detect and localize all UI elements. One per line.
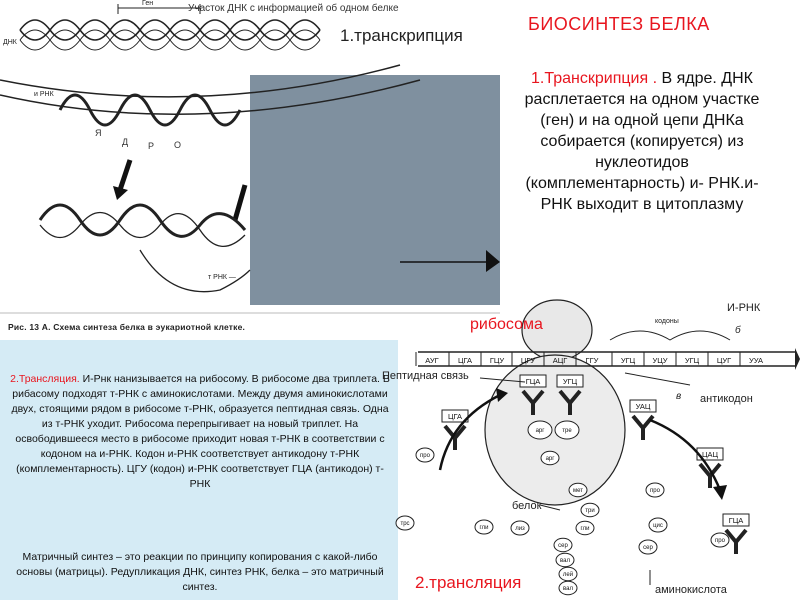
free-amino-acid-text: сер: [643, 545, 653, 551]
amino-acid-label: аминокислота: [655, 584, 727, 596]
peptide-bond-label: Пептидная связь: [382, 370, 469, 382]
free-amino-acid-text: гли: [479, 525, 489, 531]
amino-acid-text: лей: [562, 572, 574, 578]
amino-acid-text: гли: [580, 526, 590, 532]
irnk-label: И-РНК: [727, 302, 761, 314]
anticodon: ЦГА: [447, 412, 463, 421]
amino-acid-text: вал: [563, 586, 573, 592]
trna-body: [633, 416, 653, 440]
trna-label: т РНК —: [208, 274, 236, 281]
codon: ЦГУ: [520, 356, 536, 365]
protein-label: белок: [512, 500, 542, 512]
ribosome-label: рибосома: [470, 316, 543, 333]
transcription-body: В ядре. ДНК расплетается на одном участке (ген) и на одной цепи ДНКа собирается (копируется) из нуклеотидов (комплементарность) и- РНК.и-РНК выходит в цитоплазму: [524, 70, 760, 213]
nucleus-letter: Я: [95, 128, 102, 138]
gene-label: Ген: [142, 0, 154, 7]
letter-b-label: б: [735, 325, 741, 336]
nucleus-letter: Р: [148, 141, 155, 151]
gene-caption: Участок ДНК с информацией об одном белке: [188, 3, 399, 14]
anticodon: УГЦ: [562, 377, 578, 386]
codon: ГЦУ: [489, 356, 505, 365]
free-amino-acid-text: трс: [400, 521, 410, 527]
translation-label: 2.трансляция: [415, 573, 522, 592]
dna-label: ДНК: [3, 39, 17, 46]
irna-label: и РНК: [34, 91, 54, 98]
anticodon: ЦАЦ: [701, 450, 719, 459]
matrix-synthesis-note: Матричный синтез – это реакции по принципу копирования с какой-либо основы (матрицы). Редупликация ДНК, синтез РНК, белка – это матричный синтез.: [16, 551, 384, 593]
free-amino-acid-text: про: [715, 538, 725, 544]
codon: УУА: [748, 356, 764, 365]
codon: ГГУ: [585, 356, 599, 365]
codon: ЦУГ: [716, 356, 732, 365]
transcription-subtitle: 1.транскрипция: [340, 26, 463, 45]
nucleus-letter: Д: [122, 137, 129, 147]
codon: АУГ: [425, 356, 439, 365]
amino-acid-text: тре: [562, 428, 572, 434]
codon: УЦУ: [652, 356, 668, 365]
amino-acid-text: сер: [558, 543, 568, 549]
codon: УГЦ: [620, 356, 636, 365]
anticodon: ГЦА: [525, 377, 541, 386]
transcription-heading: 1.Транскрипция .: [531, 70, 658, 87]
translation-heading: 2.Трансляция.: [10, 373, 80, 385]
free-amino-acid-text: про: [650, 488, 660, 494]
figure-caption: Рис. 13 А. Схема синтеза белка в эукариотной клетке.: [8, 322, 246, 332]
letter-v-label: в: [676, 391, 682, 402]
page-title: БИОСИНТЕЗ БЕЛКА: [528, 14, 710, 34]
codon: АЦГ: [552, 356, 568, 365]
anticodon: УАЦ: [635, 402, 651, 411]
amino-acid-text: три: [585, 508, 595, 514]
codon-group: [416, 352, 763, 366]
amino-acid-text: арг: [535, 428, 545, 434]
nucleus-letter: О: [174, 140, 182, 150]
codon: УГЦ: [684, 356, 700, 365]
anticodon-label: антикодон: [700, 393, 753, 405]
amino-acid-text: вал: [560, 558, 570, 564]
codon: ЦГА: [457, 356, 473, 365]
codons-label: кодоны: [655, 318, 679, 325]
amino-acid-text: мет: [572, 488, 584, 494]
free-amino-acid-text: цис: [653, 523, 663, 529]
anticodon: ГЦА: [728, 516, 744, 525]
free-amino-acid-text: лиз: [515, 526, 525, 532]
translation-body: И-Рнк нанизывается на рибосому. В рибосоме два триплета. В рибасому подходят т-РНК с аминокислотами. Между двумя аминокислотами двух, стоящими рядом в рибосоме т-РНК, образуется пептидная связь. Одна из т-РНК уходит. Рибосома перепрыгивает на новый триплет. На освободившееся место в рибосоме приходит новая т-РНК в соответствии с кодоном на и-РНК. Кодон и-РНК соответствует антикодону т-РНК (комплементарность). ЦГУ (кодон) и-РНК соответствует ГЦА (антикодон) т-РНК: [11, 373, 390, 490]
amino-acid-text: арг: [545, 456, 555, 462]
free-amino-acid-text: про: [420, 453, 430, 459]
